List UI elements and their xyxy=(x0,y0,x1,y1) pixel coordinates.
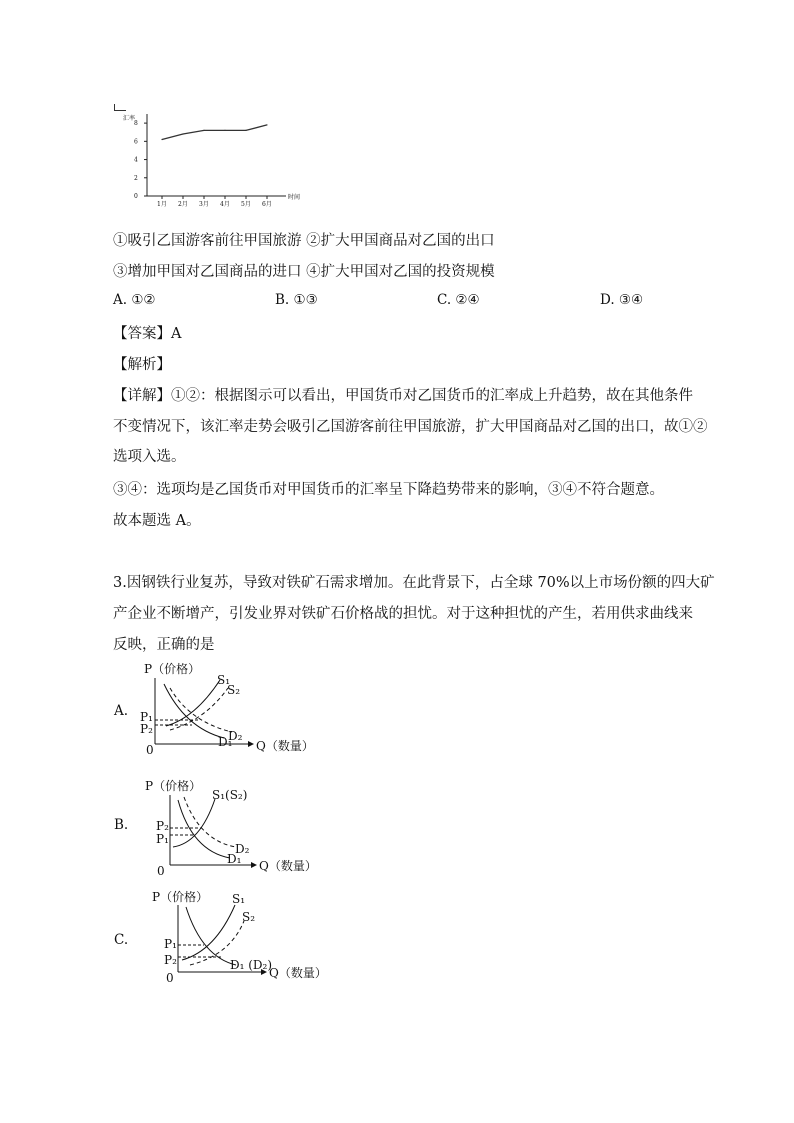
x-tick-label: 5月 xyxy=(241,201,251,208)
graph-b-d1-label: D₁ xyxy=(227,852,242,866)
x-tick-label: 4月 xyxy=(220,201,230,208)
options-line-2: ③增加甲国对乙国商品的进口 ④扩大甲国对乙国的投资规模 xyxy=(113,264,495,280)
choice-c: C. ②④ xyxy=(437,292,480,308)
graph-a-p2-label: P₂ xyxy=(140,722,153,736)
series-line xyxy=(162,125,267,140)
graph-a-letter: A. xyxy=(114,703,129,719)
graph-b xyxy=(140,775,350,875)
graph-c xyxy=(140,885,350,985)
graph-a xyxy=(140,658,350,758)
q3-stem-line-2: 产企业不断增产，引发业界对铁矿石价格战的担忧。对于这种担忧的产生，若用供求曲线来 xyxy=(113,606,693,622)
graph-a-d2-label: D₂ xyxy=(228,729,243,743)
detail-line-5: 故本题选 A。 xyxy=(113,513,201,529)
graph-a-p1-label: P₁ xyxy=(140,710,153,724)
graph-c-d xyxy=(186,907,236,965)
graph-a-origin: 0 xyxy=(146,743,154,757)
detail-line-4: ③④：选项均是乙国货币对甲国货币的汇率呈下降趋势带来的影响，③④不符合题意。 xyxy=(113,482,664,498)
choice-b: B. ①③ xyxy=(275,292,318,308)
graph-a-s2 xyxy=(170,688,228,730)
graph-a-x-axis: Q（数量） xyxy=(256,739,314,753)
graph-a-d1-label: D₁ xyxy=(218,735,233,749)
graph-b-s-label: S₁(S₂) xyxy=(212,788,248,802)
graph-b-p1-label: P₁ xyxy=(156,832,169,846)
detail-line-2: 不变情况下，该汇率走势会吸引乙国游客前往甲国旅游，扩大甲国商品对乙国的出口，故①② xyxy=(113,419,708,435)
detail-line-1: 【详解】①②：根据图示可以看出，甲国货币对乙国货币的汇率成上升趋势，故在其他条件 xyxy=(113,388,693,404)
graph-b-y-axis: P（价格） xyxy=(145,779,202,793)
x-tick-label: 2月 xyxy=(178,201,188,208)
options-line-1: ①吸引乙国游客前往甲国旅游 ②扩大甲国商品对乙国的出口 xyxy=(113,233,495,249)
graph-c-p2-label: P₂ xyxy=(164,953,177,967)
choice-a: A. ①② xyxy=(113,292,156,308)
graph-b-p2-label: P₂ xyxy=(156,819,169,833)
graph-c-x-axis: Q（数量） xyxy=(269,966,327,980)
graph-c-s1-label: S₁ xyxy=(232,892,246,906)
q3-stem-line-1: 3.因钢铁行业复苏，导致对铁矿石需求增加。在此背景下，占全球 70%以上市场份额的四大矿 xyxy=(113,575,715,591)
y-tick-label: 2 xyxy=(134,174,138,182)
graph-c-p1-label: P₁ xyxy=(164,937,177,951)
graph-b-x-axis: Q（数量） xyxy=(259,859,317,873)
graph-c-letter: C. xyxy=(114,932,129,948)
data-point xyxy=(182,133,183,134)
graph-a-s2-label: S₂ xyxy=(227,683,241,697)
graph-a-s1 xyxy=(166,680,220,726)
graph-a-y-axis: P（价格） xyxy=(144,662,201,676)
data-point xyxy=(203,130,204,131)
graph-c-origin: 0 xyxy=(166,971,174,985)
chart-xlabel: 时间 xyxy=(288,194,300,201)
graph-c-s2-label: S₂ xyxy=(242,910,256,924)
y-tick-label: 4 xyxy=(134,156,138,164)
x-tick-label: 1月 xyxy=(157,201,167,208)
graph-b-letter: B. xyxy=(114,817,129,833)
graph-a-s1-label: S₁ xyxy=(217,673,231,687)
graph-b-s xyxy=(173,799,215,847)
graph-c-s1 xyxy=(182,905,235,960)
data-point xyxy=(224,130,225,131)
graph-b-d1 xyxy=(178,800,230,858)
graph-b-d2 xyxy=(184,797,236,847)
detail-line-3: 选项入选。 xyxy=(113,449,186,465)
data-point xyxy=(161,139,162,140)
y-tick-label: 0 xyxy=(134,193,138,200)
data-point xyxy=(266,124,267,125)
graph-b-d2-label: D₂ xyxy=(235,842,250,856)
data-point xyxy=(245,130,246,131)
answer: 【答案】A xyxy=(113,326,182,342)
graph-b-origin: 0 xyxy=(157,864,165,875)
q3-stem-line-3: 反映，正确的是 xyxy=(113,637,215,653)
chart-ylabel: 汇率 xyxy=(123,115,136,122)
choice-d: D. ③④ xyxy=(600,292,644,308)
graph-c-d-label: D₁ (D₂) xyxy=(230,958,273,972)
x-tick-label: 3月 xyxy=(199,201,209,208)
analysis-heading: 【解析】 xyxy=(113,357,171,373)
exchange-rate-chart xyxy=(120,108,300,208)
y-tick-label: 8 xyxy=(134,120,138,128)
x-tick-label: 6月 xyxy=(262,201,272,208)
y-tick-label: 6 xyxy=(134,138,138,146)
graph-c-y-axis: P（价格） xyxy=(152,890,209,904)
